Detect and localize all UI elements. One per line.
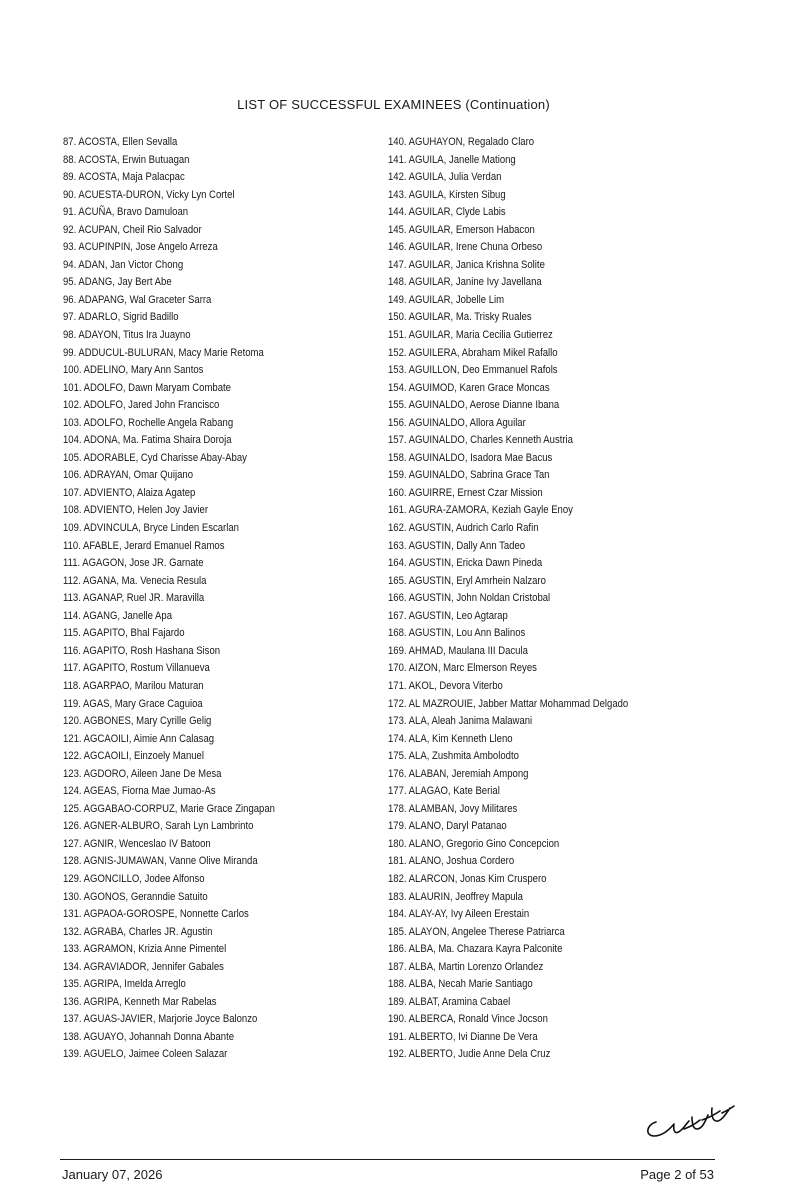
examinee-entry xyxy=(388,222,718,240)
examinee-name: 163. AGUSTIN, Dally Ann Tadeo xyxy=(388,539,526,552)
examinee-entry xyxy=(63,625,383,643)
examinee-entry xyxy=(63,1029,383,1047)
examinee-name: 114. AGANG, Janelle Apa xyxy=(63,609,173,622)
examinee-name: 152. AGUILERA, Abraham Mikel Rafallo xyxy=(388,346,558,359)
examinee-entry xyxy=(63,292,383,310)
examinee-name: 116. AGAPITO, Rosh Hashana Sison xyxy=(63,644,221,657)
examinee-entry xyxy=(388,187,718,205)
examinee-entry xyxy=(388,204,718,222)
examinee-name: 155. AGUINALDO, Aerose Dianne Ibana xyxy=(388,399,560,412)
examinee-entry xyxy=(388,1029,718,1047)
examinee-entry xyxy=(388,643,718,661)
examinee-entry xyxy=(63,853,383,871)
examinee-entry xyxy=(388,959,718,977)
examinee-entry xyxy=(388,134,718,152)
examinee-entry xyxy=(63,432,383,450)
examinee-name: 159. AGUINALDO, Sabrina Grace Tan xyxy=(388,469,550,482)
examinee-name: 150. AGUILAR, Ma. Trisky Ruales xyxy=(388,311,532,324)
examinee-name: 109. ADVINCULA, Bryce Linden Escarlan xyxy=(63,522,239,535)
examinee-name: 133. AGRAMON, Krizia Anne Pimentel xyxy=(63,943,227,956)
examinee-entry xyxy=(388,380,718,398)
examinee-entry xyxy=(63,643,383,661)
examinee-name: 130. AGONOS, Geranndie Satuito xyxy=(63,890,208,903)
examinee-name: 132. AGRABA, Charles JR. Agustin xyxy=(63,925,213,938)
examinee-name: 108. ADVIENTO, Helen Joy Javier xyxy=(63,504,209,517)
examinee-name: 110. AFABLE, Jerard Emanuel Ramos xyxy=(63,539,225,552)
examinee-entry xyxy=(388,783,718,801)
examinee-entry xyxy=(63,152,383,170)
examinee-entry xyxy=(63,783,383,801)
examinee-name: 149. AGUILAR, Jobelle Lim xyxy=(388,293,505,306)
examinee-entry xyxy=(63,731,383,749)
examinee-name: 153. AGUILLON, Deo Emmanuel Rafols xyxy=(388,364,558,377)
examinee-entry xyxy=(388,239,718,257)
examinee-name: 103. ADOLFO, Rochelle Angela Rabang xyxy=(63,416,234,429)
examinee-entry xyxy=(388,994,718,1012)
examinee-name: 158. AGUINALDO, Isadora Mae Bacus xyxy=(388,451,553,464)
examinee-entry xyxy=(63,924,383,942)
examinee-name: 89. ACOSTA, Maja Palacpac xyxy=(63,171,185,184)
examinee-entry xyxy=(388,152,718,170)
examinee-name: 105. ADORABLE, Cyd Charisse Abay-Abay xyxy=(63,451,247,464)
examinee-name: 157. AGUINALDO, Charles Kenneth Austria xyxy=(388,434,573,447)
examinee-entry xyxy=(63,941,383,959)
examinee-name: 180. ALANO, Gregorio Gino Concepcion xyxy=(388,837,560,850)
examinee-name: 88. ACOSTA, Erwin Butuagan xyxy=(63,153,190,166)
examinee-entry xyxy=(63,1046,383,1064)
examinee-name: 115. AGAPITO, Bhal Fajardo xyxy=(63,627,185,640)
examinee-entry xyxy=(388,853,718,871)
examinee-list-right xyxy=(388,134,718,1064)
examinee-entry xyxy=(388,520,718,538)
examinee-entry xyxy=(388,450,718,468)
examinee-name: 164. AGUSTIN, Ericka Dawn Pineda xyxy=(388,557,543,570)
examinee-name: 131. AGPAOA-GOROSPE, Nonnette Carlos xyxy=(63,908,249,921)
examinee-entry xyxy=(63,520,383,538)
examinee-entry xyxy=(388,292,718,310)
examinee-name: 174. ALA, Kim Kenneth Lleno xyxy=(388,732,513,745)
examinee-name: 184. ALAY-AY, Ivy Aileen Erestain xyxy=(388,908,530,921)
examinee-entry xyxy=(388,608,718,626)
examinee-name: 172. AL MAZROUIE, Jabber Mattar Mohammad Delgado xyxy=(388,697,629,710)
examinee-name: 93. ACUPINPIN, Jose Angelo Arreza xyxy=(63,241,218,254)
examinee-name: 99. ADDUCUL-BULURAN, Macy Marie Retoma xyxy=(63,346,264,359)
examinee-name: 102. ADOLFO, Jared John Francisco xyxy=(63,399,220,412)
examinee-entry xyxy=(388,696,718,714)
examinee-name: 192. ALBERTO, Judie Anne Dela Cruz xyxy=(388,1048,551,1061)
examinee-name: 125. AGGABAO-CORPUZ, Marie Grace Zingapan xyxy=(63,802,275,815)
examinee-name: 118. AGARPAO, Marilou Maturan xyxy=(63,679,204,692)
examinee-entry xyxy=(63,274,383,292)
examinee-name: 167. AGUSTIN, Leo Agtarap xyxy=(388,609,508,622)
examinee-entry xyxy=(388,502,718,520)
examinee-entry xyxy=(63,555,383,573)
examinee-entry xyxy=(388,327,718,345)
page-title: LIST OF SUCCESSFUL EXAMINEES (Continuation) xyxy=(237,97,550,112)
examinee-name: 176. ALABAN, Jeremiah Ampong xyxy=(388,767,529,780)
examinee-entry xyxy=(63,608,383,626)
examinee-entry xyxy=(63,906,383,924)
examinee-name: 117. AGAPITO, Rostum Villanueva xyxy=(63,662,210,675)
examinee-name: 177. ALAGAO, Kate Berial xyxy=(388,785,500,798)
examinee-name: 140. AGUHAYON, Regalado Claro xyxy=(388,136,535,148)
examinee-entry xyxy=(63,450,383,468)
examinee-name: 106. ADRAYAN, Omar Quijano xyxy=(63,469,194,482)
examinee-entry xyxy=(388,573,718,591)
examinee-name: 166. AGUSTIN, John Noldan Cristobal xyxy=(388,592,551,605)
examinee-name: 168. AGUSTIN, Lou Ann Balinos xyxy=(388,627,526,640)
examinee-entry xyxy=(63,766,383,784)
examinee-entry xyxy=(63,660,383,678)
examinee-entry xyxy=(63,257,383,275)
footer-date: January 07, 2026 xyxy=(62,1167,163,1182)
examinee-entry xyxy=(63,309,383,327)
examinee-name: 148. AGUILAR, Janine Ivy Javellana xyxy=(388,276,542,289)
examinee-name: 139. AGUELO, Jaimee Coleen Salazar xyxy=(63,1048,228,1061)
examinee-name: 101. ADOLFO, Dawn Maryam Combate xyxy=(63,381,231,394)
examinee-entry xyxy=(388,818,718,836)
handwritten-signature-icon xyxy=(642,1098,737,1142)
examinee-name: 121. AGCAOILI, Aimie Ann Calasag xyxy=(63,732,215,745)
examinee-entry xyxy=(388,871,718,889)
examinee-name: 111. AGAGON, Jose JR. Garnate xyxy=(63,557,204,570)
examinee-entry xyxy=(388,485,718,503)
examinee-entry xyxy=(388,713,718,731)
examinee-entry xyxy=(388,678,718,696)
examinee-entry xyxy=(388,941,718,959)
examinee-entry xyxy=(388,1011,718,1029)
examinee-name: 113. AGANAP, Ruel JR. Maravilla xyxy=(63,592,205,605)
examinee-entry xyxy=(63,713,383,731)
examinee-entry xyxy=(388,801,718,819)
examinee-entry xyxy=(63,239,383,257)
examinee-entry xyxy=(63,678,383,696)
examinee-name: 95. ADANG, Jay Bert Abe xyxy=(63,276,172,289)
examinee-entry xyxy=(388,169,718,187)
examinee-name: 156. AGUINALDO, Allora Aguilar xyxy=(388,416,526,429)
examinee-entry xyxy=(388,889,718,907)
examinee-entry xyxy=(63,502,383,520)
examinee-entry xyxy=(388,748,718,766)
examinee-entry xyxy=(63,1011,383,1029)
examinee-entry xyxy=(388,274,718,292)
examinee-name: 126. AGNER-ALBURO, Sarah Lyn Lambrinto xyxy=(63,820,254,833)
examinee-entry xyxy=(388,555,718,573)
examinee-name: 137. AGUAS-JAVIER, Marjorie Joyce Balonzo xyxy=(63,1013,258,1026)
examinee-name: 160. AGUIRRE, Ernest Czar Mission xyxy=(388,486,543,499)
examinee-name: 90. ACUESTA-DURON, Vicky Lyn Cortel xyxy=(63,188,235,201)
examinee-entry xyxy=(63,467,383,485)
examinee-name: 98. ADAYON, Titus Ira Juayno xyxy=(63,329,191,342)
examinee-list-left xyxy=(63,134,383,1064)
examinee-name: 129. AGONCILLO, Jodee Alfonso xyxy=(63,872,205,885)
examinee-name: 120. AGBONES, Mary Cyrille Gelig xyxy=(63,715,212,728)
examinee-entry xyxy=(63,538,383,556)
examinee-entry xyxy=(63,573,383,591)
examinee-name: 191. ALBERTO, Ivi Dianne De Vera xyxy=(388,1030,538,1043)
examinee-name: 165. AGUSTIN, Eryl Amrhein Nalzaro xyxy=(388,574,546,587)
examinee-name: 104. ADONA, Ma. Fatima Shaira Doroja xyxy=(63,434,232,447)
examinee-entry xyxy=(63,994,383,1012)
examinee-name: 162. AGUSTIN, Audrich Carlo Rafin xyxy=(388,522,539,535)
examinee-name: 181. ALANO, Joshua Cordero xyxy=(388,855,515,868)
examinee-name: 136. AGRIPA, Kenneth Mar Rabelas xyxy=(63,995,217,1008)
examinee-name: 171. AKOL, Devora Viterbo xyxy=(388,679,503,692)
examinee-name: 147. AGUILAR, Janica Krishna Solite xyxy=(388,258,545,271)
examinee-entry xyxy=(63,134,383,152)
examinee-entry xyxy=(63,959,383,977)
examinee-entry xyxy=(63,696,383,714)
examinee-name: 190. ALBERCA, Ronald Vince Jocson xyxy=(388,1013,548,1026)
examinee-name: 135. AGRIPA, Imelda Arreglo xyxy=(63,978,186,991)
examinee-name: 122. AGCAOILI, Einzoely Manuel xyxy=(63,750,204,763)
examinee-entry xyxy=(388,345,718,363)
examinee-name: 94. ADAN, Jan Victor Chong xyxy=(63,258,184,271)
examinee-name: 179. ALANO, Daryl Patanao xyxy=(388,820,507,833)
examinee-entry xyxy=(388,432,718,450)
examinee-entry xyxy=(388,590,718,608)
examinee-entry xyxy=(63,187,383,205)
examinee-entry xyxy=(388,257,718,275)
examinee-name: 97. ADARLO, Sigrid Badillo xyxy=(63,311,179,324)
footer-page-number: Page 2 of 53 xyxy=(640,1167,714,1182)
examinee-name: 161. AGURA-ZAMORA, Keziah Gayle Enoy xyxy=(388,504,573,517)
examinee-entry xyxy=(63,748,383,766)
examinee-entry xyxy=(63,397,383,415)
examinee-entry xyxy=(388,731,718,749)
examinee-name: 146. AGUILAR, Irene Chuna Orbeso xyxy=(388,241,543,254)
examinee-entry xyxy=(63,871,383,889)
examinee-entry xyxy=(63,169,383,187)
examinee-name: 173. ALA, Aleah Janima Malawani xyxy=(388,715,533,728)
examinee-entry xyxy=(63,415,383,433)
examinee-entry xyxy=(388,625,718,643)
examinee-name: 187. ALBA, Martin Lorenzo Orlandez xyxy=(388,960,544,973)
examinee-name: 134. AGRAVIADOR, Jennifer Gabales xyxy=(63,960,224,973)
examinee-name: 175. ALA, Zushmita Ambolodto xyxy=(388,750,519,763)
examinee-name: 124. AGEAS, Fiorna Mae Jumao-As xyxy=(63,785,216,798)
examinee-name: 151. AGUILAR, Maria Cecilia Gutierrez xyxy=(388,329,553,342)
examinee-entry xyxy=(63,485,383,503)
examinee-entry xyxy=(388,660,718,678)
examinee-name: 92. ACUPAN, Cheil Rio Salvador xyxy=(63,223,202,236)
examinee-name: 182. ALARCON, Jonas Kim Cruspero xyxy=(388,872,547,885)
examinee-name: 123. AGDORO, Aileen Jane De Mesa xyxy=(63,767,222,780)
examinee-name: 178. ALAMBAN, Jovy Militares xyxy=(388,802,518,815)
examinee-entry xyxy=(388,538,718,556)
examinee-name: 141. AGUILA, Janelle Mationg xyxy=(388,153,516,166)
examinee-entry xyxy=(63,590,383,608)
examinee-name: 189. ALBAT, Aramina Cabael xyxy=(388,995,511,1008)
examinee-name: 185. ALAYON, Angelee Therese Patriarca xyxy=(388,925,565,938)
examinee-name: 100. ADELINO, Mary Ann Santos xyxy=(63,364,204,377)
examinee-entry xyxy=(388,976,718,994)
examinee-name: 183. ALAURIN, Jeoffrey Mapula xyxy=(388,890,523,903)
examinee-entry xyxy=(63,801,383,819)
examinee-name: 128. AGNIS-JUMAWAN, Vanne Olive Miranda xyxy=(63,855,258,868)
examinee-entry xyxy=(388,836,718,854)
examinee-name: 119. AGAS, Mary Grace Caguioa xyxy=(63,697,203,710)
examinee-entry xyxy=(388,415,718,433)
examinee-entry xyxy=(63,836,383,854)
examinee-name: 138. AGUAYO, Johannah Donna Abante xyxy=(63,1030,235,1043)
examinee-entry xyxy=(63,818,383,836)
examinee-entry xyxy=(63,380,383,398)
examinee-name: 154. AGUIMOD, Karen Grace Moncas xyxy=(388,381,550,394)
examinee-entry xyxy=(388,309,718,327)
examinee-name: 107. ADVIENTO, Alaiza Agatep xyxy=(63,486,196,499)
examinee-name: 91. ACUÑA, Bravo Damuloan xyxy=(63,206,189,219)
examinee-entry xyxy=(388,362,718,380)
examinee-entry xyxy=(63,204,383,222)
examinee-name: 142. AGUILA, Julia Verdan xyxy=(388,171,502,184)
examinee-name: 188. ALBA, Necah Marie Santiago xyxy=(388,978,533,991)
examinee-entry xyxy=(388,1046,718,1064)
examinee-name: 186. ALBA, Ma. Chazara Kayra Palconite xyxy=(388,943,563,956)
examinee-name: 127. AGNIR, Wenceslao IV Batoon xyxy=(63,837,211,850)
examinee-entry xyxy=(388,906,718,924)
examinee-name: 145. AGUILAR, Emerson Habacon xyxy=(388,223,535,236)
examinee-entry xyxy=(63,327,383,345)
examinee-entry xyxy=(388,467,718,485)
examinee-entry xyxy=(63,362,383,380)
examinee-name: 170. AIZON, Marc Elmerson Reyes xyxy=(388,662,537,675)
examinee-name: 96. ADAPANG, Wal Graceter Sarra xyxy=(63,293,212,306)
examinee-name: 112. AGANA, Ma. Venecia Resula xyxy=(63,574,207,587)
examinee-name: 169. AHMAD, Maulana III Dacula xyxy=(388,644,528,657)
examinee-name: 87. ACOSTA, Ellen Sevalla xyxy=(63,136,178,148)
examinee-entry xyxy=(388,766,718,784)
examinee-entry xyxy=(63,976,383,994)
footer-divider xyxy=(60,1159,715,1160)
examinee-entry xyxy=(388,397,718,415)
examinee-name: 143. AGUILA, Kirsten Sibug xyxy=(388,188,506,201)
examinee-entry xyxy=(63,889,383,907)
examinee-name: 144. AGUILAR, Clyde Labis xyxy=(388,206,506,219)
examinee-entry xyxy=(63,345,383,363)
examinee-entry xyxy=(388,924,718,942)
examinee-entry xyxy=(63,222,383,240)
